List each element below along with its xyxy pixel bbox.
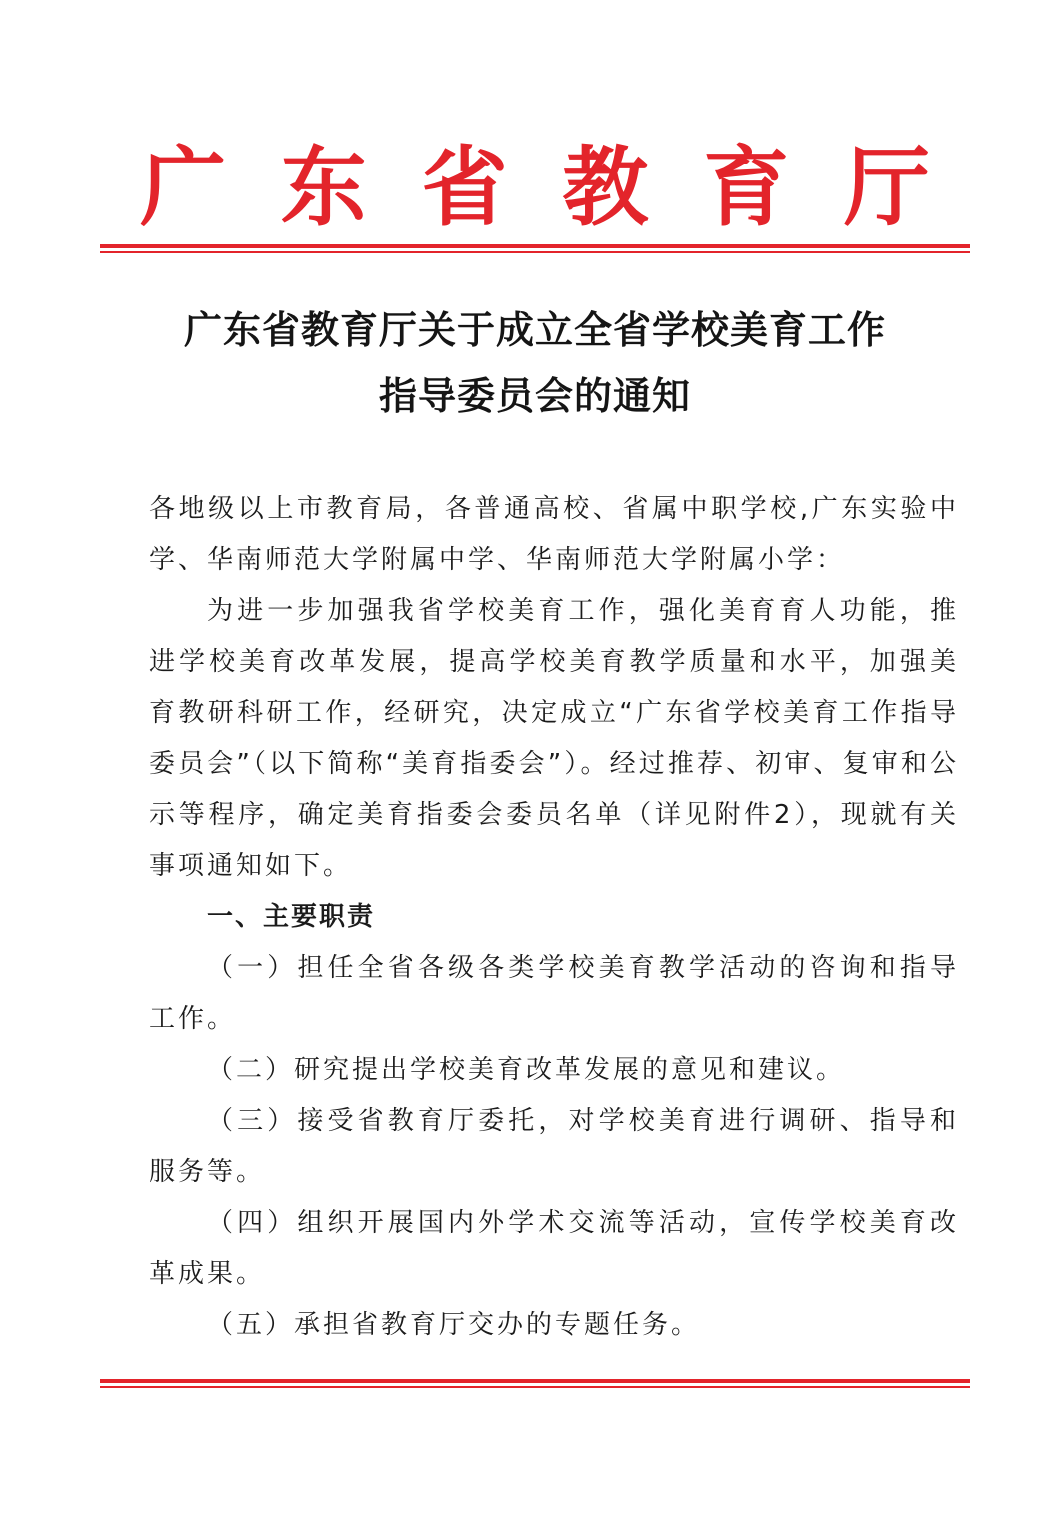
salutation: 各地级以上市教育局，各普通高校、省属中职学校,广东实验中学、华南师范大学附属中学、华南师范大学附属小学： [149,494,959,575]
duty-item: （二）研究提出学校美育改革发展的意见和建议。 [207,1055,846,1085]
red-divider-bottom [100,1379,970,1388]
document-body [149,484,959,1351]
letterhead-char: 广 [140,137,226,238]
letterhead-char: 育 [703,137,790,238]
document-title-line1: 广东省教育厅关于成立全省学校美育工作 [183,307,886,352]
intro-paragraph: 为进一步加强我省学校美育工作，强化美育育人功能，推进学校美育改革发展，提高学校美育教学质量和水平，加强美育教研科研工作，经研究，决定成立“广东省学校美育工作指导委员会”（以下简称“美育指委会”）。经过推荐、初审、复审和公示等程序，确定美育指委会委员名单（详见附件2），现就有关事项通知如下。 [149,596,959,881]
red-divider-top [100,244,970,253]
duty-item: （五）承担省教育厅交办的专题任务。 [207,1310,701,1340]
letterhead-char: 厅 [843,137,930,238]
duty-item: （四）组织开展国内外学术交流等活动，宣传学校美育改革成果。 [149,1208,959,1289]
section-heading: 一、主要职责 [207,902,376,932]
letterhead-char: 教 [562,137,649,238]
duty-item: （三）接受省教育厅委托，对学校美育进行调研、指导和服务等。 [149,1106,959,1187]
document-title-line2: 指导委员会的通知 [378,373,691,418]
letterhead [140,138,930,238]
letterhead-char: 省 [421,137,508,238]
duty-item: （一）担任全省各级各类学校美育教学活动的咨询和指导工作。 [149,953,959,1034]
letterhead-char: 东 [280,137,367,238]
